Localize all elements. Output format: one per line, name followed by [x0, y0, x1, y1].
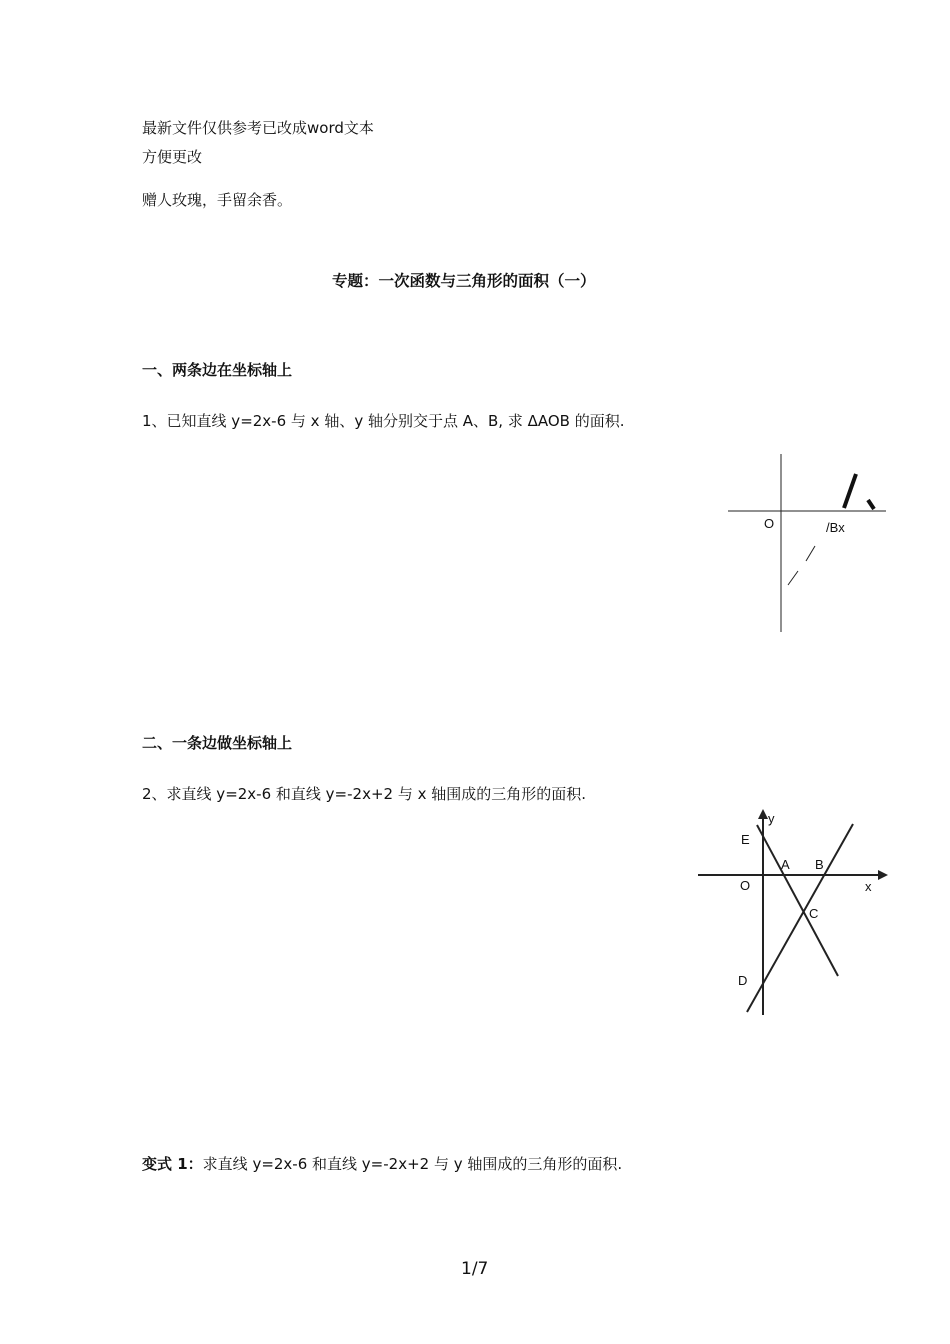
figure2-label-origin: O	[740, 878, 751, 893]
figure1-dash-upper	[806, 546, 815, 561]
figure2-label-d: D	[738, 973, 748, 988]
figure1-graph	[720, 452, 895, 634]
page-number: 1/7	[461, 1259, 489, 1279]
variant1-label: 变式 1：	[142, 1155, 203, 1173]
page-title: 专题：一次函数与三角形的面积（一）	[332, 272, 596, 290]
figure2-label-e: E	[741, 832, 750, 847]
figure1-label-bx: /Bx	[826, 520, 845, 535]
section2-heading: 二、一条边做坐标轴上	[142, 734, 293, 752]
figure1-line-fragment	[844, 474, 874, 509]
figure1-label-origin: O	[764, 516, 775, 531]
figure2-label-c: C	[809, 906, 819, 921]
variant1	[142, 1154, 622, 1174]
figure2-label-a: A	[781, 857, 790, 872]
figure2-label-x: x	[865, 879, 872, 894]
problem1-text: 1、已知直线 y=2x-6 与 x 轴、y 轴分别交于点 A、B, 求 ΔAOB 的面积.	[142, 412, 625, 430]
section1-heading: 一、两条边在坐标轴上	[142, 361, 293, 379]
header-note-line2: 方便更改	[142, 148, 203, 166]
problem2-text: 2、求直线 y=2x-6 和直线 y=-2x+2 与 x 轴围成的三角形的面积.	[142, 785, 587, 803]
figure2-graph	[690, 805, 895, 1020]
figure2-label-y: y	[768, 811, 775, 826]
header-note-line1: 最新文件仅供参考已改成word文本	[142, 119, 374, 137]
variant1-text: 求直线 y=2x-6 和直线 y=-2x+2 与 y 轴围成的三角形的面积.	[202, 1155, 623, 1173]
figure1-dash-lower	[788, 571, 798, 585]
figure2-label-b: B	[815, 857, 824, 872]
figure2-line-y-neg2x-plus2	[757, 825, 838, 976]
header-note-line3: 赠人玫瑰，手留余香。	[142, 191, 293, 209]
